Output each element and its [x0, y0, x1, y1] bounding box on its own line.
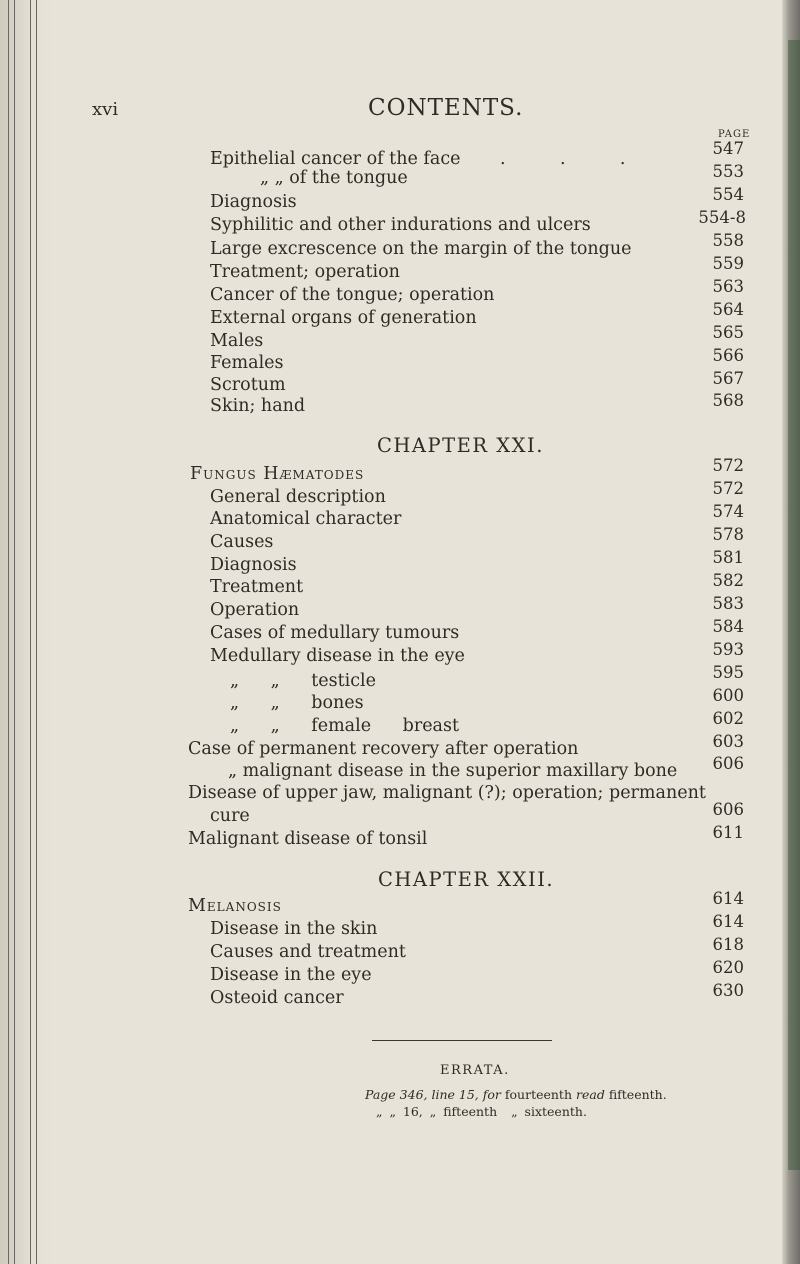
entry-epithelial-tongue: „ „ of the tongue	[260, 168, 408, 188]
entry-cancer-tongue: Cancer of the tongue; operation	[210, 285, 495, 305]
entry-disease-eye: Disease in the eye	[210, 965, 372, 985]
page-number: 630	[712, 981, 744, 1000]
running-title: CONTENTS.	[368, 95, 524, 121]
page-number: 606	[712, 754, 744, 773]
page-number: 567	[712, 369, 744, 388]
entry-osteoid-cancer: Osteoid cancer	[210, 988, 344, 1008]
entry-causes-treatment: Causes and treatment	[210, 942, 406, 962]
entry-fungus-haematodes: Fungus Hæmatodes	[190, 464, 365, 484]
entry-causes: Causes	[210, 532, 274, 552]
entry-diagnosis: Diagnosis	[210, 555, 297, 575]
entry-cases-medullary: Cases of medullary tumours	[210, 623, 460, 643]
page-number: 574	[712, 502, 744, 521]
errata-heading: ERRATA.	[440, 1063, 510, 1078]
entry-skin-hand: Skin; hand	[210, 396, 306, 416]
page-number: 564	[712, 300, 744, 319]
page-number: 563	[712, 277, 744, 296]
entry-malignant-maxillary: „ malignant disease in the superior maxillary bone	[228, 761, 678, 781]
page-number: 584	[712, 617, 744, 636]
page-number: 578	[712, 525, 744, 544]
page-number: 583	[712, 594, 744, 613]
page-gutter	[0, 0, 55, 1264]
page-number: 593	[712, 640, 744, 659]
page-number: 611	[712, 823, 744, 842]
entry-disease-skin: Disease in the skin	[210, 919, 378, 939]
page-number: 603	[712, 732, 744, 751]
entry-large-excrescence: Large excrescence on the margin of the tongue	[210, 239, 632, 259]
entry-syphilitic: Syphilitic and other indurations and ulcers	[210, 215, 591, 235]
entry-females: Females	[210, 353, 284, 373]
entry-treatment-operation: Treatment; operation	[210, 262, 400, 282]
entry-medullary-testicle: „ „ testicle	[230, 671, 377, 691]
page-number: 582	[712, 571, 744, 590]
chapter-heading-xxi: CHAPTER XXI.	[377, 434, 544, 457]
page-number: 553	[712, 162, 744, 181]
page-number: 600	[712, 686, 744, 705]
page-number: 559	[712, 254, 744, 273]
page-number: 618	[712, 935, 744, 954]
page-number: 614	[712, 889, 744, 908]
errata-line-1: Page 346, line 15, for fourteenth read fifteenth.	[365, 1087, 667, 1102]
page-number: 554	[712, 185, 744, 204]
page-number: 566	[712, 346, 744, 365]
section-divider	[372, 1040, 552, 1041]
page-number: 572	[712, 479, 744, 498]
entry-males: Males	[210, 331, 264, 351]
entry-melanosis: Melanosis	[188, 896, 282, 916]
entry-diagnosis: Diagnosis	[210, 192, 297, 212]
page-number: 572	[712, 456, 744, 475]
page-column-label: PAGE	[718, 129, 751, 140]
page-numeral: xvi	[92, 99, 119, 120]
entry-general-description: General description	[210, 487, 386, 507]
entry-case-recovery: Case of permanent recovery after operation	[188, 739, 579, 759]
entry-medullary-breast: „ „ female breast	[230, 716, 460, 736]
entry-epithelial-face: Epithelial cancer of the face	[210, 149, 461, 169]
entry-external-organs: External organs of generation	[210, 308, 477, 328]
page-number: 558	[712, 231, 744, 250]
page-number: 568	[712, 391, 744, 410]
page-number: 547	[712, 139, 744, 158]
page-number: 565	[712, 323, 744, 342]
entry-medullary-bones: „ „ bones	[230, 693, 364, 713]
page-number: 602	[712, 709, 744, 728]
entry-malignant-tonsil: Malignant disease of tonsil	[188, 829, 428, 849]
page-number: 614	[712, 912, 744, 931]
entry-medullary-eye: Medullary disease in the eye	[210, 646, 465, 666]
entry-cure: cure	[210, 806, 250, 826]
entry-anatomical-character: Anatomical character	[210, 509, 402, 529]
page-edge-shadow	[782, 0, 800, 1264]
page-number: 606	[712, 800, 744, 819]
entry-treatment: Treatment	[210, 577, 304, 597]
errata-line-2: „ „ 16, „ fifteenth „ sixteenth.	[376, 1104, 587, 1119]
chapter-heading-xxii: CHAPTER XXII.	[378, 868, 555, 891]
entry-operation: Operation	[210, 600, 300, 620]
page-number: 581	[712, 548, 744, 567]
book-page: xvi CONTENTS. PAGE Epithelial cancer of the face . . . 547 „ „ of the tongue 553 Diagnosis 554 Syphilitic and other indurations and ulcers 554-8 Large excrescence on the margin of the tongue 558 Treatment; operation 559 Cancer of the tongue; operation 563 External organs of generation 564 Males 565 Females 566 Scrotum 567 Skin; hand 568 CHAPTER XXI. Fungus Hæmatodes 572 General description 572 Anatomical character 574 Causes 578 Diagnosis 581 Treatment 582 Operation 583 Cases of medullary tumours 584 Medullary disease in the eye 593 „ „ testicle 595 „ „ bones 600 „ „ female breast 602 Case of permanent recovery after operation 603 „ malignant disease in the superior maxillary bone 606 Disease of upper jaw, malignant (?); operation; permanent cure 606 Malignant disease of tonsil 611 CHAPTER XXII. Melanosis 614 Disease in the skin 614 Causes and treatment 618 Disease in the eye 620 Osteoid cancer 630 ERRATA. Page 346, line 15, for fourteenth read fifteenth. „ „ 16, „ fifteenth „ sixteenth.	[0, 0, 800, 1264]
entry-disease-upper-jaw: Disease of upper jaw, malignant (?); operation; permanent	[188, 783, 706, 803]
page-number: 595	[712, 663, 744, 682]
page-number: 620	[712, 958, 744, 977]
page-number: 554-8	[698, 208, 746, 227]
entry-scrotum: Scrotum	[210, 375, 286, 395]
